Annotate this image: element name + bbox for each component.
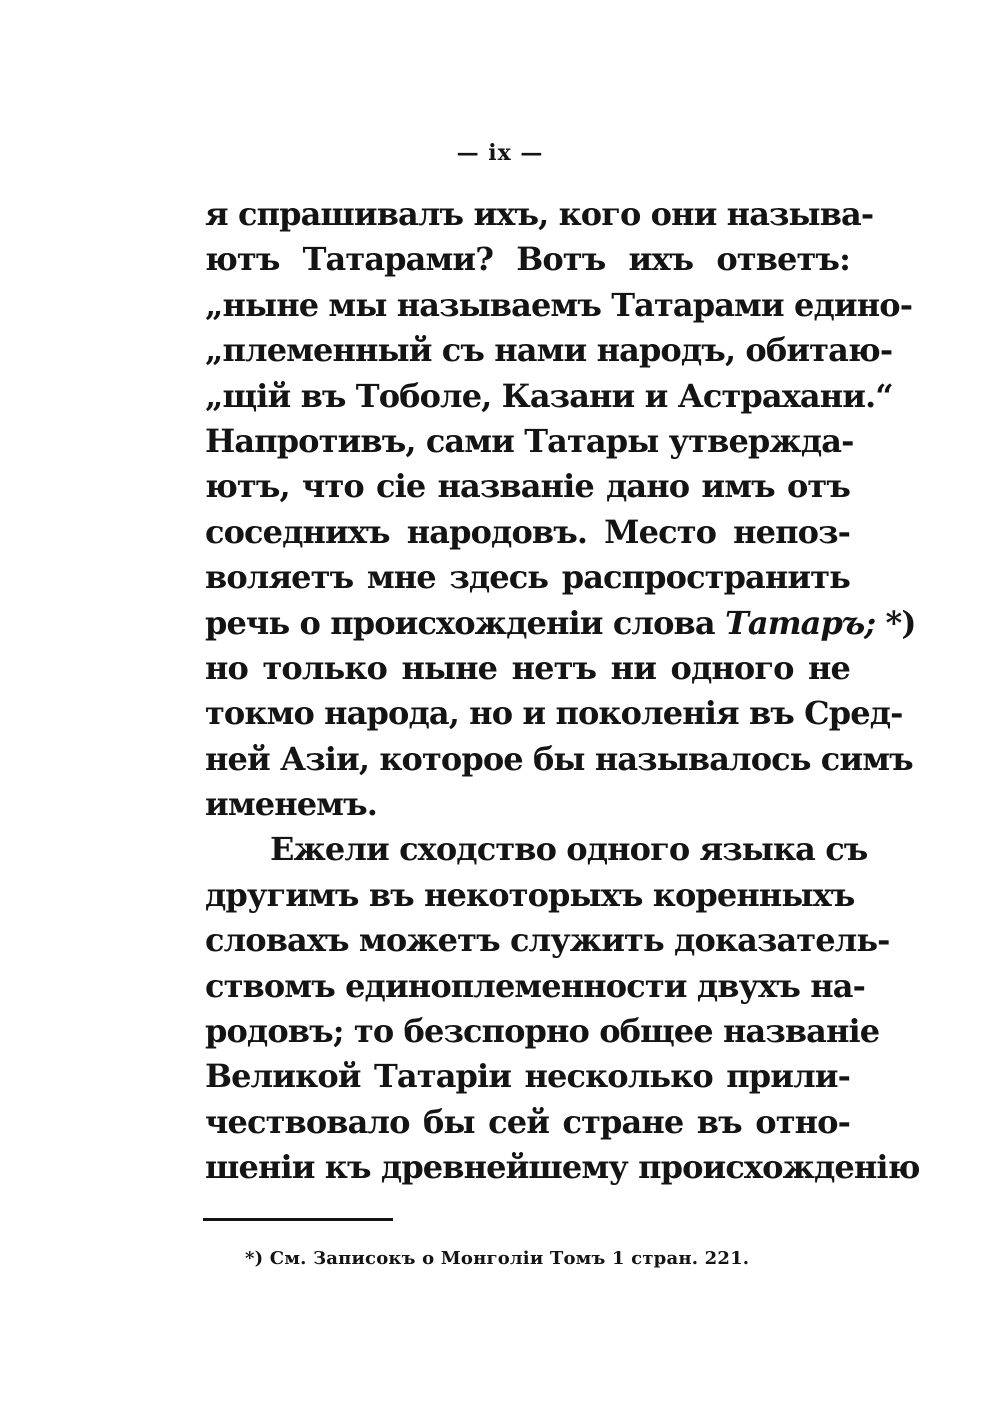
text-line: Великой Татаріи несколько прили-: [205, 1057, 850, 1096]
text-line: именемъ.: [205, 785, 377, 824]
text-line: Напротивъ, сами Татары утвержда-: [205, 421, 854, 460]
text-line: Ежели сходство одного языка съ: [270, 830, 868, 869]
body-text: [205, 192, 920, 1191]
text-line: словахъ можетъ служить доказатель-: [205, 921, 890, 960]
italic-word: Татаръ;: [724, 603, 876, 642]
text-line: „ныне мы называемъ Татарами едино-: [205, 285, 913, 324]
text-line: токмо народа, но и поколенія въ Сред-: [205, 694, 903, 733]
text-line-with-footnote: [205, 601, 916, 646]
text-line: соседнихъ народовъ. Место непоз-: [205, 512, 850, 551]
text-line: но только ныне нетъ ни одного не: [205, 648, 850, 687]
page-number: — ix —: [456, 140, 544, 166]
text-line: воляетъ мне здесь распространить: [205, 558, 850, 597]
text-line: шеніи къ древнейшему происхожденію: [205, 1148, 920, 1187]
footnote-marker: *): [885, 603, 916, 642]
footnote: *) См. Записокъ о Монголіи Томъ 1 стран. 221.: [245, 1248, 750, 1269]
text-line: ствомъ единоплеменности двухъ на-: [205, 966, 865, 1005]
footnote-divider: [203, 1218, 393, 1221]
text-line: ютъ Татарами? Вотъ ихъ ответъ:: [205, 240, 850, 279]
text-line: другимъ въ некоторыхъ коренныхъ: [205, 875, 855, 914]
text-line: ютъ, что сіе названіе дано имъ отъ: [205, 467, 850, 506]
text-line: ней Азіи, которое бы называлось симъ: [205, 739, 913, 778]
text-line: родовъ; то безспорно общее названіе: [205, 1012, 880, 1051]
text-line: „щій въ Тоболе, Казани и Астрахани.“: [205, 376, 893, 415]
text-line-start: речь о происхожденіи слова: [205, 603, 715, 642]
text-line: чествовало бы сей стране въ отно-: [205, 1102, 850, 1141]
text-line: я спрашивалъ ихъ, кого они называ-: [205, 195, 874, 233]
text-line: „племенный съ нами народъ, обитаю-: [205, 331, 893, 370]
